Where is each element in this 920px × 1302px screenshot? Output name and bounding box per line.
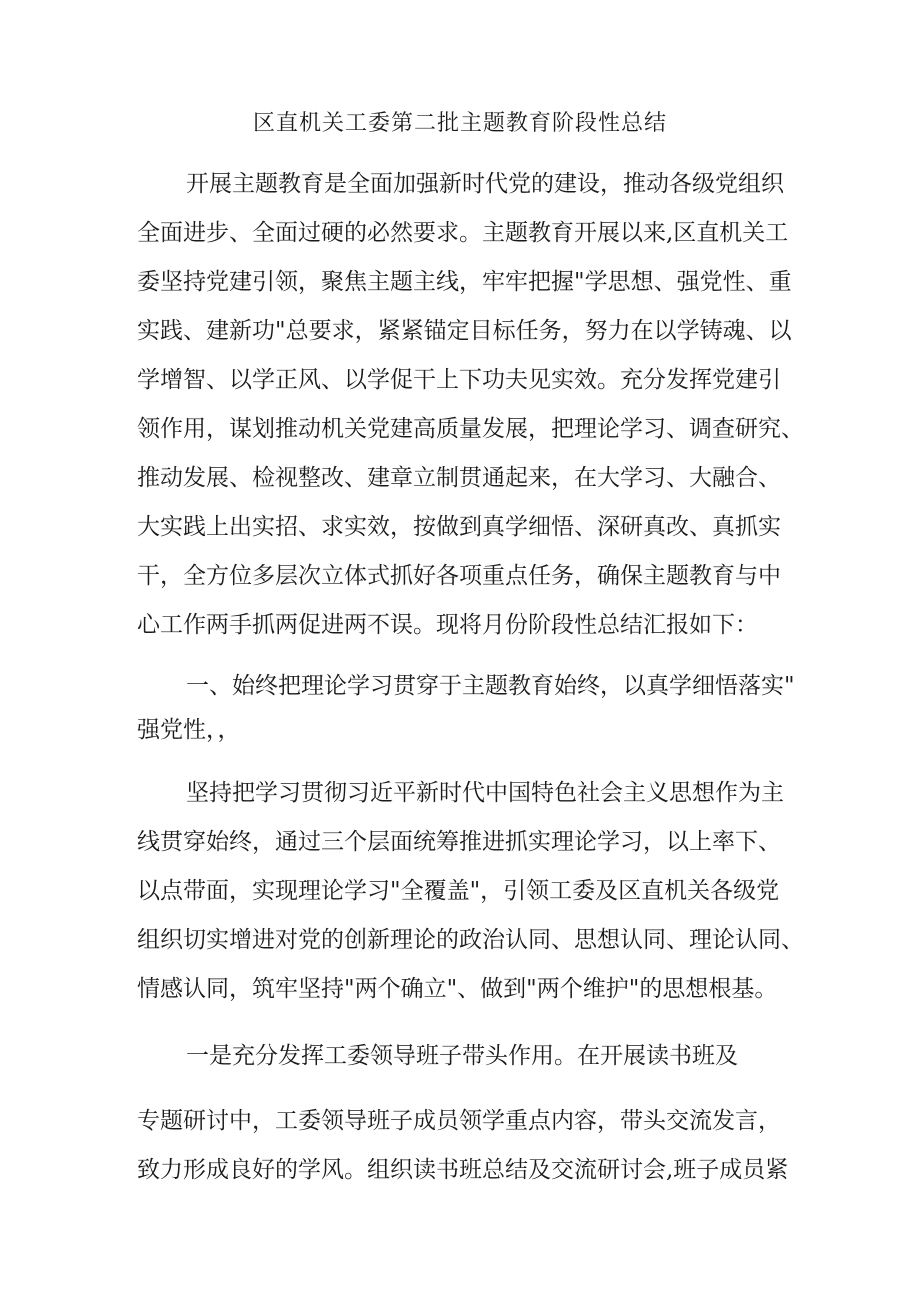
paragraph-3-line: 专题研讨中，工委领导班子成员领学重点内容，带头交流发言，	[137, 1108, 781, 1134]
section-heading-line: 强党性，，	[137, 717, 241, 743]
paragraph-1-line: 学增智、以学正风、以学促干上下功夫见实效。充分发挥党建引	[137, 367, 781, 393]
paragraph-2-line: 情感认同，筑牢坚持"两个确立"、做到"两个维护"的思想根基。	[137, 976, 778, 1002]
paragraph-3-lead: 一是充分发挥工委领导班子带头作用。在开展读书班及	[186, 1043, 738, 1069]
paragraph-1-line: 大实践上出实招、求实效，按做到真学细悟、深研真改、真抓实	[137, 514, 781, 540]
paragraph-1-line: 干，全方位多层次立体式抓好各项重点任务，确保主题教育与中	[137, 563, 781, 589]
paragraph-1-line: 开展主题教育是全面加强新时代党的建设，推动各级党组织	[186, 171, 784, 197]
paragraph-1-line: 心工作两手抓两促进两不误。现将月份阶段性总结汇报如下：	[137, 612, 758, 638]
section-heading-line: 一、始终把理论学习贯穿于主题教育始终，以真学细悟落实"	[186, 673, 795, 699]
paragraph-2-line: 组织切实增进对党的创新理论的政治认同、思想认同、理论认同、	[137, 927, 804, 953]
paragraph-1-line: 实践、建新功"总要求，紧紧锚定目标任务，努力在以学铸魂、以	[137, 318, 792, 344]
paragraph-2-line: 线贯穿始终，通过三个层面统筹推进抓实理论学习，以上率下、	[137, 829, 781, 855]
paragraph-2-line: 坚持把学习贯彻习近平新时代中国特色社会主义思想作为主	[186, 780, 784, 806]
paragraph-1-line: 全面进步、全面过硬的必然要求。主题教育开展以来,区直机关工	[137, 220, 789, 246]
paragraph-2-line: 以点带面，实现理论学习"全覆盖"，引领工委及区直机关各级党	[137, 878, 780, 904]
paragraph-1-line: 推动发展、检视整改、建章立制贯通起来，在大学习、大融合、	[137, 465, 781, 491]
paragraph-1-line: 领作用，谋划推动机关党建高质量发展，把理论学习、调查研究、	[137, 416, 804, 442]
document-title: 区直机关工委第二批主题教育阶段性总结	[252, 111, 667, 136]
paragraph-1-line: 委坚持党建引领，聚焦主题主线，牢牢把握"学思想、强党性、重	[137, 269, 792, 295]
paragraph-3-line: 致力形成良好的学风。组织读书班总结及交流研讨会,班子成员紧	[137, 1157, 789, 1183]
